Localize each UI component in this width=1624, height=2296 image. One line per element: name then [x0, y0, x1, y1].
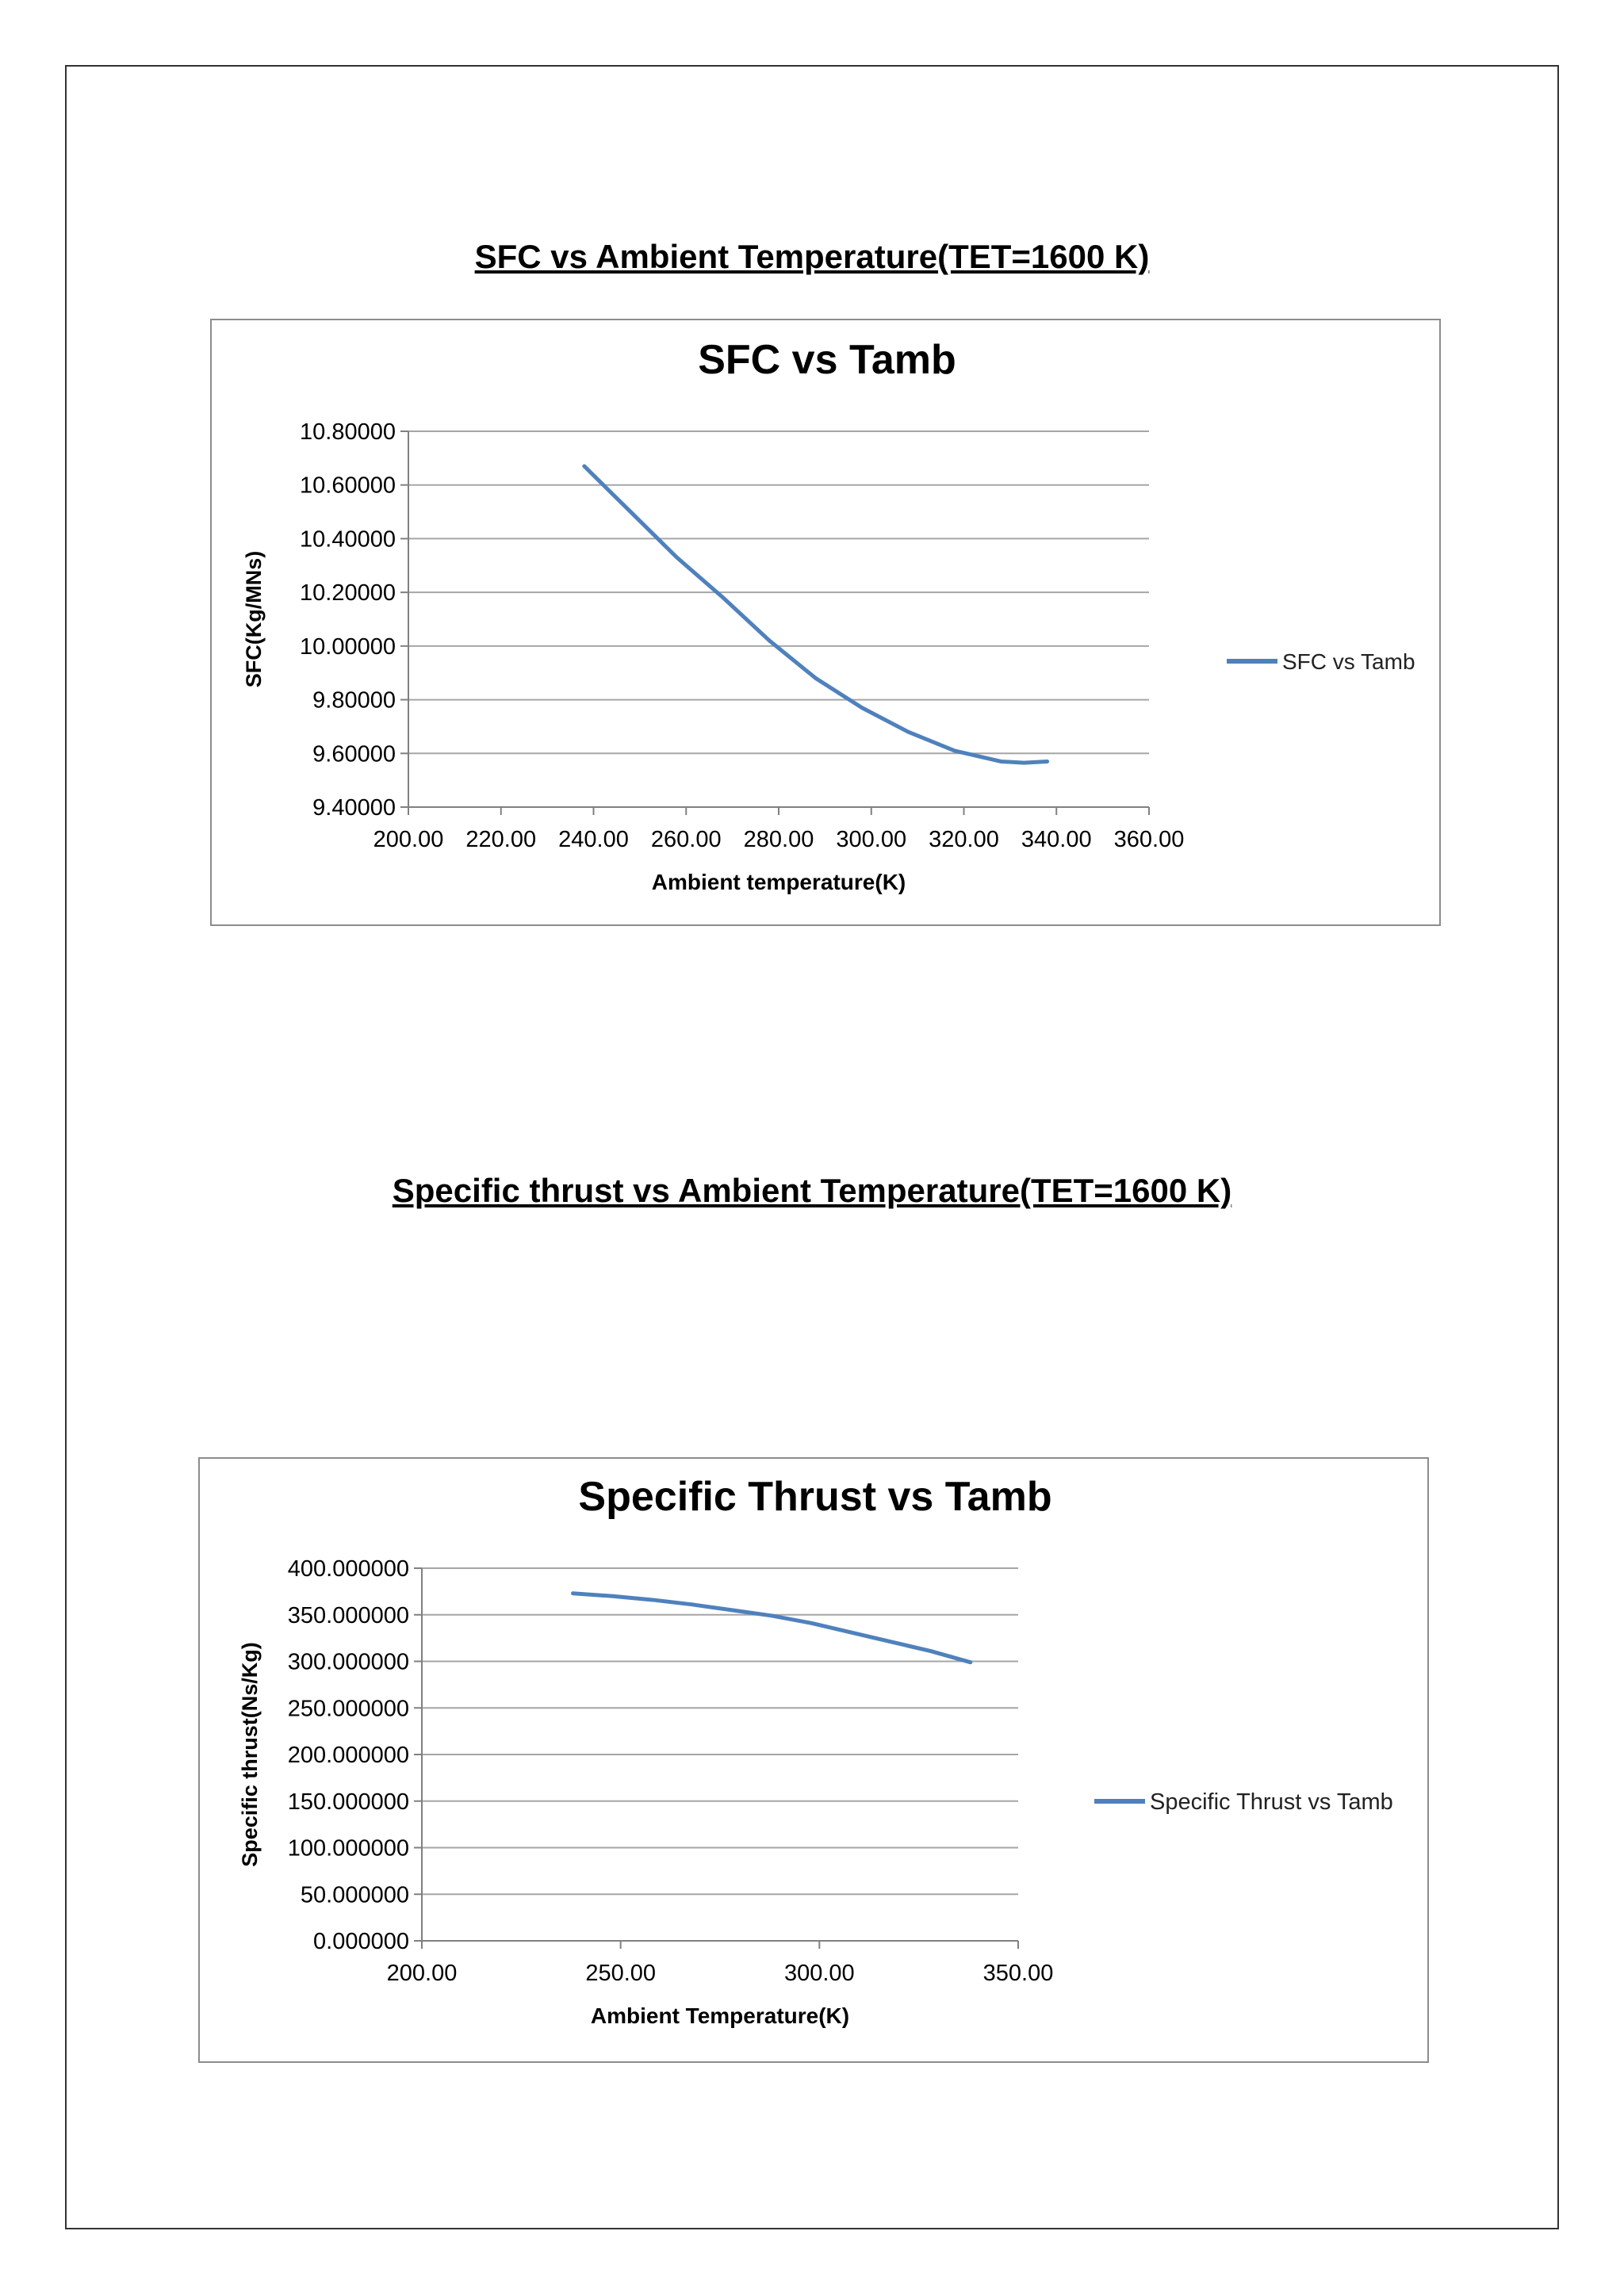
- y-tick-label: 9.60000: [312, 741, 396, 767]
- thrust-section-heading: Specific thrust vs Ambient Temperature(TET=1600 K): [392, 1172, 1232, 1209]
- x-axis-label: Ambient Temperature(K): [590, 2003, 850, 2028]
- y-tick-label: 9.40000: [312, 795, 396, 821]
- x-tick-label: 250.00: [585, 1961, 657, 1986]
- y-tick-label: 10.60000: [300, 473, 396, 499]
- sfc-section-heading: SFC vs Ambient Temperature(TET=1600 K): [474, 238, 1150, 275]
- thrust-chart-svg: [200, 1459, 1431, 2064]
- x-tick-label: 240.00: [558, 827, 629, 852]
- y-tick-label: 10.80000: [300, 419, 396, 445]
- legend-label: Specific Thrust vs Tamb: [1150, 1789, 1393, 1815]
- x-tick-label: 280.00: [743, 827, 814, 852]
- chart-title: SFC vs Tamb: [698, 337, 956, 383]
- x-tick-label: 220.00: [465, 827, 537, 852]
- y-tick-label: 400.000000: [287, 1556, 409, 1582]
- x-tick-label: 300.00: [783, 1961, 855, 1986]
- sfc-chart: [210, 319, 1441, 926]
- y-tick-label: 10.00000: [300, 633, 396, 660]
- x-tick-label: 320.00: [929, 827, 999, 852]
- series-line: [573, 1594, 971, 1663]
- y-tick-label: 9.80000: [312, 687, 396, 714]
- x-tick-label: 360.00: [1113, 827, 1185, 852]
- y-tick-label: 50.000000: [300, 1882, 409, 1908]
- x-axis-label: Ambient temperature(K): [651, 870, 906, 894]
- x-tick-label: 340.00: [1021, 827, 1092, 852]
- y-tick-label: 300.000000: [287, 1649, 409, 1675]
- y-tick-label: 0.000000: [313, 1929, 409, 1954]
- chart-title: Specific Thrust vs Tamb: [578, 1474, 1052, 1520]
- y-tick-label: 10.20000: [300, 580, 396, 607]
- y-tick-label: 200.000000: [287, 1743, 409, 1768]
- x-tick-label: 350.00: [982, 1961, 1054, 1986]
- y-tick-label: 250.000000: [287, 1696, 409, 1722]
- x-tick-label: 200.00: [373, 827, 444, 852]
- y-axis-label: SFC(Kg/MNs): [242, 550, 266, 688]
- y-tick-label: 10.40000: [300, 526, 396, 553]
- x-tick-label: 260.00: [650, 827, 722, 852]
- series-line: [584, 466, 1048, 763]
- y-tick-label: 100.000000: [287, 1835, 409, 1862]
- y-axis-label: Specific thrust(Ns/Kg): [238, 1642, 262, 1867]
- y-tick-label: 350.000000: [287, 1602, 409, 1628]
- legend-label: SFC vs Tamb: [1282, 649, 1415, 674]
- sfc-chart-svg: [212, 320, 1442, 928]
- x-tick-label: 300.00: [836, 827, 907, 852]
- x-tick-label: 200.00: [386, 1961, 458, 1986]
- thrust-chart: [198, 1457, 1429, 2063]
- y-tick-label: 150.000000: [287, 1789, 409, 1815]
